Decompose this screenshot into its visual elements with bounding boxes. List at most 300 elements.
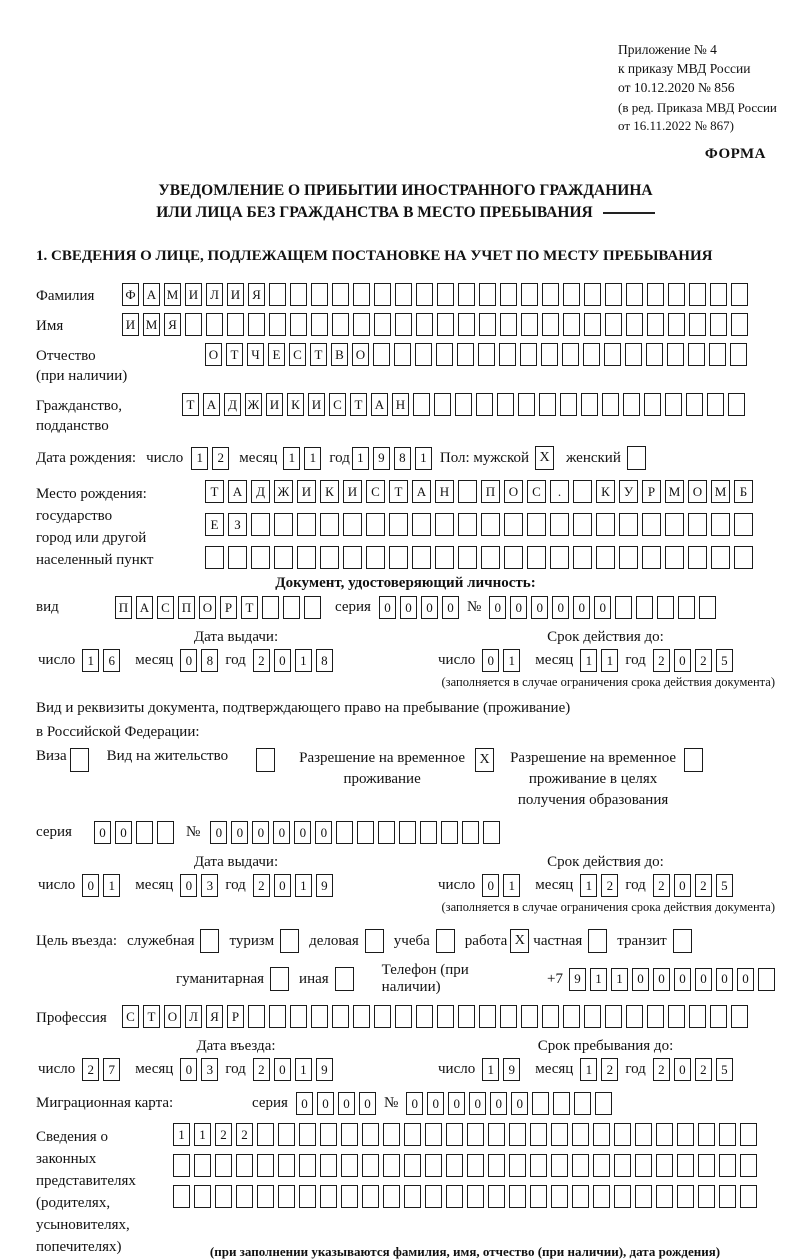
number-label: № — [186, 824, 201, 840]
char-box — [205, 546, 224, 569]
issue-date-group — [36, 629, 436, 690]
char-box: . — [550, 480, 569, 503]
char-box: М — [711, 480, 730, 503]
char-box: Е — [205, 513, 224, 536]
char-box — [635, 1123, 652, 1146]
char-box — [572, 1154, 589, 1177]
char-box: 1 — [503, 874, 520, 897]
char-box — [665, 546, 684, 569]
char-box: 0 — [252, 821, 269, 844]
char-box: С — [366, 480, 385, 503]
char-box — [560, 393, 577, 416]
char-box — [707, 393, 724, 416]
char-box — [642, 546, 661, 569]
surname-label: Фамилия — [36, 288, 95, 304]
char-box — [425, 1123, 442, 1146]
validity-date-group — [436, 629, 775, 690]
char-box — [574, 1092, 591, 1115]
char-box — [420, 821, 437, 844]
legal-boxes-row3 — [173, 1185, 757, 1208]
char-box — [635, 1154, 652, 1177]
char-box — [394, 343, 411, 366]
day-label: число — [146, 449, 184, 466]
char-box — [437, 283, 454, 306]
char-box — [228, 546, 247, 569]
char-box — [521, 1005, 538, 1028]
char-box — [595, 1092, 612, 1115]
name-label: Имя — [36, 318, 64, 334]
char-box: 0 — [406, 1092, 423, 1115]
stay-day-boxes — [482, 1058, 520, 1081]
char-box — [605, 283, 622, 306]
char-box: 7 — [103, 1058, 120, 1081]
name-row — [36, 313, 775, 336]
char-box: 8 — [394, 447, 411, 470]
char-box — [455, 393, 472, 416]
char-box: 0 — [531, 596, 548, 619]
char-box: Р — [227, 1005, 244, 1028]
char-box — [656, 1123, 673, 1146]
resident-doc-dates — [36, 854, 775, 915]
char-box: Н — [392, 393, 409, 416]
char-box: 0 — [379, 596, 396, 619]
char-box — [425, 1185, 442, 1208]
day-label: число — [38, 877, 76, 893]
char-box — [194, 1185, 211, 1208]
char-box: 0 — [296, 1092, 313, 1115]
annex-reference — [618, 40, 750, 97]
char-box — [596, 546, 615, 569]
char-box: 6 — [103, 649, 120, 672]
char-box: 0 — [359, 1092, 376, 1115]
char-box — [290, 1005, 307, 1028]
char-box — [573, 513, 592, 536]
char-box — [481, 546, 500, 569]
day-label: число — [438, 1061, 476, 1077]
issue-month-boxes — [180, 649, 218, 672]
char-box — [614, 1123, 631, 1146]
migration-card-label: Миграционная карта: — [36, 1095, 174, 1111]
char-box: 0 — [695, 968, 712, 991]
visa-label: Виза — [36, 748, 67, 764]
char-box — [257, 1154, 274, 1177]
birthplace-boxes-row2 — [205, 513, 753, 536]
char-box: 2 — [253, 1058, 270, 1081]
entry-stay-dates — [36, 1038, 775, 1081]
issue2-month-boxes — [180, 874, 218, 897]
char-box — [278, 1123, 295, 1146]
char-box — [731, 1005, 748, 1028]
purpose-study-checkbox — [436, 929, 455, 953]
char-box: 1 — [295, 649, 312, 672]
char-box — [593, 1154, 610, 1177]
issue2-day-boxes — [82, 874, 120, 897]
char-box — [478, 343, 495, 366]
char-box — [626, 313, 643, 336]
char-box: 0 — [294, 821, 311, 844]
char-box — [488, 1185, 505, 1208]
char-box — [416, 1005, 433, 1028]
validity-date-group2 — [436, 854, 775, 915]
validity-year-boxes — [653, 649, 733, 672]
char-box — [550, 546, 569, 569]
day-label: число — [38, 1061, 76, 1077]
patronymic-label: Отчество (при наличии) — [36, 348, 128, 384]
char-box: О — [164, 1005, 181, 1028]
issue2-year-boxes — [253, 874, 333, 897]
char-box — [395, 1005, 412, 1028]
char-box — [395, 283, 412, 306]
temporary-residence-education-option — [510, 748, 703, 811]
char-box — [626, 1005, 643, 1028]
char-box — [389, 546, 408, 569]
char-box: Т — [226, 343, 243, 366]
char-box: 1 — [482, 1058, 499, 1081]
char-box: 2 — [253, 874, 270, 897]
surname-boxes — [122, 283, 748, 306]
char-box — [584, 283, 601, 306]
purpose-private-label: частная — [533, 932, 583, 949]
char-box: 0 — [674, 874, 691, 897]
char-box — [404, 1123, 421, 1146]
purpose-work-checkbox: X — [510, 929, 529, 953]
char-box — [710, 1005, 727, 1028]
char-box: 2 — [215, 1123, 232, 1146]
char-box — [416, 313, 433, 336]
sex-female-label: женский — [566, 449, 621, 466]
identity-doc-dates — [36, 629, 775, 690]
char-box: 1 — [295, 874, 312, 897]
purpose-study-label: учеба — [393, 932, 430, 949]
char-box — [530, 1154, 547, 1177]
name-boxes — [122, 313, 748, 336]
temporary-residence-label: Разрешение на временное проживание — [299, 750, 466, 787]
char-box: О — [352, 343, 369, 366]
char-box: 0 — [716, 968, 733, 991]
resident-doc-options — [36, 748, 775, 811]
char-box — [274, 546, 293, 569]
char-box — [362, 1185, 379, 1208]
migration-number-boxes — [406, 1092, 612, 1115]
char-box: 0 — [338, 1092, 355, 1115]
char-box — [185, 313, 202, 336]
char-box: 0 — [573, 596, 590, 619]
char-box: О — [205, 343, 222, 366]
char-box — [458, 283, 475, 306]
char-box: 3 — [201, 874, 218, 897]
citizenship-boxes — [182, 393, 745, 416]
birth-month-boxes — [283, 447, 321, 470]
profession-label: Профессия — [36, 1010, 107, 1026]
char-box: А — [136, 596, 153, 619]
char-box — [689, 313, 706, 336]
entry-month-boxes — [180, 1058, 218, 1081]
temporary-residence-education-label: Разрешение на временное проживание в целях получения образования — [510, 750, 677, 808]
issue-day-boxes — [82, 649, 120, 672]
char-box — [336, 821, 353, 844]
char-box — [521, 313, 538, 336]
migration-series-boxes — [296, 1092, 376, 1115]
char-box — [488, 1123, 505, 1146]
purpose-other-checkbox — [335, 967, 354, 991]
year-label: год — [625, 1061, 646, 1077]
char-box — [435, 513, 454, 536]
surname-row — [36, 283, 775, 306]
char-box: 1 — [611, 968, 628, 991]
entry-purpose-row2 — [36, 962, 775, 996]
profession-row — [36, 1005, 775, 1028]
char-box — [686, 393, 703, 416]
char-box: А — [371, 393, 388, 416]
char-box — [647, 283, 664, 306]
form-marker: ФОРМА — [704, 146, 766, 162]
char-box: К — [287, 393, 304, 416]
char-box: Д — [224, 393, 241, 416]
char-box — [446, 1123, 463, 1146]
char-box: 1 — [82, 649, 99, 672]
char-box — [688, 513, 707, 536]
char-box — [689, 1005, 706, 1028]
char-box — [404, 1154, 421, 1177]
char-box: 1 — [295, 1058, 312, 1081]
char-box: 0 — [482, 874, 499, 897]
char-box: 2 — [695, 649, 712, 672]
char-box: 0 — [115, 821, 132, 844]
char-box — [530, 1185, 547, 1208]
char-box — [194, 1154, 211, 1177]
char-box — [711, 546, 730, 569]
char-box — [236, 1154, 253, 1177]
char-box — [353, 1005, 370, 1028]
resident-series-boxes — [94, 821, 174, 844]
residence-permit-label: Вид на жительство — [106, 748, 229, 764]
month-label: месяц — [135, 652, 174, 668]
char-box — [625, 343, 642, 366]
char-box — [283, 596, 300, 619]
issue-date-caption2: Дата выдачи: — [193, 854, 279, 870]
patronymic-row — [36, 343, 775, 386]
char-box: 0 — [180, 1058, 197, 1081]
identity-doc-heading: Документ, удостоверяющий личность: — [275, 575, 536, 591]
char-box: И — [122, 313, 139, 336]
char-box — [383, 1185, 400, 1208]
char-box — [157, 821, 174, 844]
char-box — [357, 821, 374, 844]
stay-month-boxes — [580, 1058, 618, 1081]
entry-date-caption: Дата въезда: — [196, 1038, 276, 1054]
char-box: 1 — [580, 649, 597, 672]
char-box — [583, 343, 600, 366]
char-box — [446, 1154, 463, 1177]
char-box: Т — [182, 393, 199, 416]
char-box — [542, 1005, 559, 1028]
char-box — [563, 1005, 580, 1028]
char-box — [215, 1154, 232, 1177]
char-box — [563, 313, 580, 336]
char-box: 9 — [316, 1058, 333, 1081]
char-box: С — [329, 393, 346, 416]
char-box: 0 — [400, 596, 417, 619]
issue-date-group2 — [36, 854, 436, 915]
char-box: 1 — [415, 447, 432, 470]
char-box — [532, 1092, 549, 1115]
char-box — [415, 343, 432, 366]
char-box — [719, 1123, 736, 1146]
char-box — [563, 283, 580, 306]
char-box — [504, 546, 523, 569]
char-box: Т — [241, 596, 258, 619]
char-box: 8 — [316, 649, 333, 672]
validity2-day-boxes — [482, 874, 520, 897]
char-box: 0 — [317, 1092, 334, 1115]
purpose-business-label: деловая — [309, 932, 359, 949]
month-label: месяц — [135, 877, 174, 893]
char-box — [550, 513, 569, 536]
resident-number-boxes — [210, 821, 500, 844]
char-box — [311, 1005, 328, 1028]
char-box: П — [481, 480, 500, 503]
char-box: 1 — [103, 874, 120, 897]
month-label: месяц — [535, 1061, 574, 1077]
stay-until-group — [436, 1038, 775, 1081]
char-box — [730, 343, 747, 366]
char-box: К — [320, 480, 339, 503]
year-label: год — [225, 1061, 246, 1077]
title-underline — [603, 212, 655, 214]
char-box — [437, 1005, 454, 1028]
char-box — [236, 1185, 253, 1208]
char-box: П — [115, 596, 132, 619]
char-box — [677, 1123, 694, 1146]
char-box — [497, 393, 514, 416]
char-box: 2 — [236, 1123, 253, 1146]
char-box — [299, 1154, 316, 1177]
char-box — [479, 1005, 496, 1028]
char-box — [646, 343, 663, 366]
char-box: 2 — [695, 874, 712, 897]
char-box: 0 — [315, 821, 332, 844]
char-box — [584, 313, 601, 336]
char-box — [728, 393, 745, 416]
char-box: 0 — [448, 1092, 465, 1115]
char-box — [509, 1123, 526, 1146]
char-box — [299, 1123, 316, 1146]
char-box: 5 — [716, 649, 733, 672]
char-box — [500, 283, 517, 306]
purpose-official-label: служебная — [126, 932, 195, 949]
char-box — [605, 313, 622, 336]
char-box — [542, 313, 559, 336]
sex-male-label: Пол: мужской — [439, 449, 530, 466]
day-label: число — [438, 877, 476, 893]
char-box: И — [343, 480, 362, 503]
char-box: 1 — [590, 968, 607, 991]
char-box: И — [308, 393, 325, 416]
char-box — [412, 513, 431, 536]
char-box: 1 — [173, 1123, 190, 1146]
char-box — [623, 393, 640, 416]
char-box — [251, 513, 270, 536]
char-box — [551, 1154, 568, 1177]
char-box — [446, 1185, 463, 1208]
validity2-month-boxes — [580, 874, 618, 897]
char-box — [366, 513, 385, 536]
purpose-humanitarian-checkbox — [270, 967, 289, 991]
char-box — [374, 283, 391, 306]
char-box — [539, 393, 556, 416]
char-box — [710, 283, 727, 306]
annex-line: от 10.12.2020 № 856 — [618, 80, 735, 95]
birthdate-label: Дата рождения: — [36, 449, 137, 466]
char-box: К — [596, 480, 615, 503]
form-title-line2: ИЛИ ЛИЦА БЕЗ ГРАЖДАНСТВА В МЕСТО ПРЕБЫВАНИЯ — [36, 202, 775, 224]
char-box — [206, 313, 223, 336]
temporary-residence-education-checkbox — [684, 748, 703, 772]
char-box — [362, 1123, 379, 1146]
char-box — [614, 1185, 631, 1208]
char-box: 9 — [373, 447, 390, 470]
char-box — [530, 1123, 547, 1146]
char-box: 5 — [716, 874, 733, 897]
char-box — [320, 1185, 337, 1208]
validity-caption: Срок действия до: — [547, 629, 664, 645]
char-box — [657, 596, 674, 619]
char-box — [467, 1154, 484, 1177]
char-box: Д — [251, 480, 270, 503]
char-box: А — [203, 393, 220, 416]
char-box — [647, 313, 664, 336]
char-box: А — [143, 283, 160, 306]
char-box: Ф — [122, 283, 139, 306]
char-box: 0 — [231, 821, 248, 844]
char-box — [374, 1005, 391, 1028]
char-box: 9 — [503, 1058, 520, 1081]
char-box: Р — [220, 596, 237, 619]
char-box: Ч — [247, 343, 264, 366]
series-label: серия — [36, 824, 72, 840]
char-box: 0 — [180, 649, 197, 672]
birth-year-boxes — [352, 447, 432, 470]
char-box: 1 — [304, 447, 321, 470]
char-box — [481, 513, 500, 536]
char-box — [311, 283, 328, 306]
char-box — [665, 393, 682, 416]
char-box — [605, 1005, 622, 1028]
month-label: месяц — [135, 1061, 174, 1077]
char-box — [173, 1154, 190, 1177]
annex-note-line: (в ред. Приказа МВД России — [618, 100, 777, 115]
annex-line: к приказу МВД России — [618, 61, 751, 76]
char-box — [362, 1154, 379, 1177]
stay-year-boxes — [653, 1058, 733, 1081]
purpose-transit-checkbox — [673, 929, 692, 953]
char-box: Б — [734, 480, 753, 503]
char-box: 0 — [489, 596, 506, 619]
citizenship-row — [36, 393, 775, 436]
char-box — [572, 1123, 589, 1146]
char-box — [378, 821, 395, 844]
birthplace-label: Место рождения: государство город или другой населенный пункт — [36, 486, 154, 568]
char-box: 5 — [716, 1058, 733, 1081]
day-label: число — [38, 652, 76, 668]
char-box — [274, 513, 293, 536]
char-box: В — [331, 343, 348, 366]
char-box: 1 — [352, 447, 369, 470]
patronymic-boxes — [205, 343, 747, 366]
char-box — [619, 513, 638, 536]
annex-line: Приложение № 4 — [618, 42, 717, 57]
char-box — [353, 313, 370, 336]
